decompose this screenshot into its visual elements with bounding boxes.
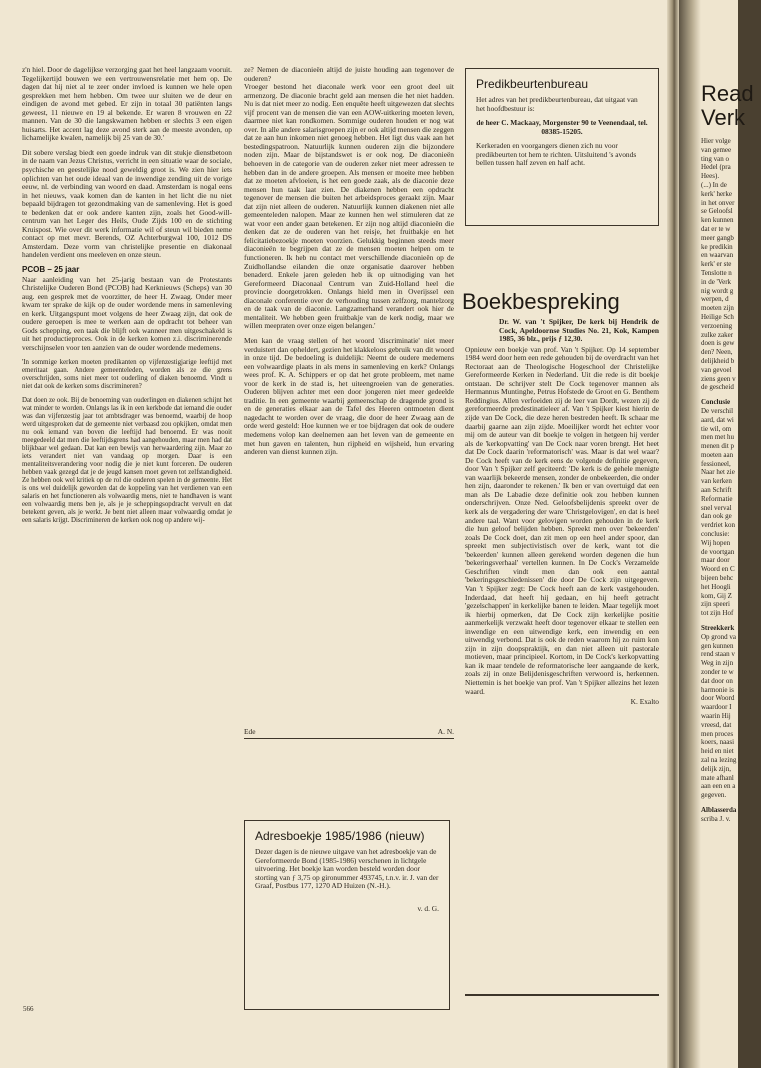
right-page-line: Weg in zijn [701, 659, 734, 668]
paragraph: Men kan de vraag stellen of het woord 'discriminatie' niet meer verduistert dan opheldert, gezien het klakkeloos gebruik van dit woord in onze tijd. De bedoeling is duidelijk: Neemt de oudere medemens een volwaardige plaats in als mens in samenleving en kerk? Onlangs wees prof. K. A. Schippers er op dat het grote probleem, met name voor de kerk in de stad is, het uiteengroeien van de generaties. Ouderen blijven achter met een door jongeren niet meer gedeelde traditie. In een gemeente waarbij gemeenschap de dragende grond is en de generaties elkaar aan de Tafel des Heeren ontmoeten dient nagedacht te worden over de vraag, die door de heer Zwaag aan de orde werd gesteld: Hoe kunnen we er toe bijdragen dat ook de oudere medemens volop kan deelnemen aan het leven van de gemeente en met hun gaven en talenten, hun rijpheid en wijsheid, hun ervaring anderen van dienst kunnen zijn. [244, 335, 454, 457]
review-book-info: Dr. W. van 't Spijker, De kerk bij Hendrik de Cock, Apeldoornse Studies No. 21, Kok, Kampen 1985, 36 blz., prijs ƒ 12,30. [499, 317, 659, 344]
right-page-line: in het onver [701, 198, 735, 207]
right-page-line: men met hu [701, 433, 735, 442]
right-page-line: maar door [701, 556, 730, 565]
right-page-line: kerk' herke [701, 189, 732, 198]
right-page-line: tie wil, om [701, 424, 732, 433]
column-middle [244, 66, 454, 716]
right-page-line: en waarvan [701, 251, 734, 260]
review-heading: Boekbespreking [462, 289, 620, 314]
right-page-line: kerk' er ste [701, 260, 732, 269]
right-page-edge [679, 0, 754, 1068]
right-page-line: heid en niet [701, 747, 734, 756]
paragraph-quote: Dat doen ze ook. Bij de benoeming van ouderlingen en diakenen schijnt het wat minder te worden. Onlangs las ik in een kerkbode dat iemand die ouder was dan vijfenzestig jaar tot ambtsdrager was benoemd, waarbij de hoop werd uitgesproken dat de gemeente niet verbaasd zou opkijken, omdat men nu ook iemand van boven die leeftijd had benoemd. Er was nooit meegedeeld dat men die leeftijdsgrens had aangehouden, maar men had dat blijkbaar wel gedaan. Dat kan een bewijs van herwaardering zijn. Maar zo iets verandert niet van vandaag op morgen. Daar is een mentaliteitsverandering voor nodig die je niet kunt forceren. De ouderen hebben vaak gezegd dat je de jeugd kansen moet geven tot zelfstandigheid. Ze hebben ook wel kritiek op de rol die ouderen spelen in de gemeente. Het is ons wel duidelijk geworden dat de koppeling van het verdienen van een salaris en het functioneren als volwaardig mens, niet te handhaven is want een volwaardig mens ben je, als je je scheppingsopdracht vervult en dat betekent geven, als je werkt. Je bent niet alleen maar volwaardig omdat je een salaris krijgt. Discrimineren de kerken ook nog op andere wij- [22, 396, 232, 524]
right-page-line: (...) In de [701, 180, 727, 189]
right-page-line: Hier volge [701, 137, 731, 145]
divider [465, 994, 659, 996]
right-page-line: den? Neen, [701, 348, 733, 357]
right-page-line: conclusie: [701, 530, 730, 539]
right-page-line: aan Schrift [701, 486, 732, 495]
right-page-line: delijk zijn, [701, 764, 731, 773]
right-page-line: mate afhanl [701, 773, 734, 782]
right-page-line: delijkheid b [701, 356, 735, 365]
right-page-line: aard, dat wi [701, 415, 734, 424]
right-page-line: bijeen behc [701, 574, 734, 583]
right-page-line: Streekkerk [701, 624, 735, 633]
signature-place: Ede [244, 727, 256, 736]
right-page-line: gen kunnen [701, 641, 734, 650]
right-page-line: moeten aan [701, 450, 734, 459]
right-page-line: rend staan v [701, 650, 735, 659]
right-page-line: koers, naasi [701, 738, 735, 747]
right-page-heading: Read Verk [701, 81, 754, 130]
right-page-line: vreesd, dat [701, 720, 732, 729]
right-page-line: het Hoogli [701, 582, 731, 591]
right-page-line: menen dit p [701, 442, 735, 451]
right-page-line: dat door on [701, 676, 733, 685]
paragraph: ze? Nemen de diaconieën altijd de juiste houding aan tegenover de ouderen? [244, 65, 454, 83]
right-page-line: fessioneel, [701, 459, 731, 468]
divider [244, 738, 454, 739]
right-page-line: de voortgan [701, 547, 735, 556]
right-page-line: Hedel (pra [701, 163, 731, 172]
signature-line [244, 727, 454, 736]
page-curl-shadow [679, 0, 701, 1068]
review-signature: K. Exalto [630, 697, 659, 707]
box-signature: v. d. G. [417, 903, 439, 913]
right-page-line: kom, Gij Z [701, 591, 732, 600]
right-page-line: ken kunnen [701, 216, 734, 225]
right-page-line: in de 'Verk [701, 277, 732, 286]
right-page-line: zijn speeri [701, 600, 730, 609]
right-page-line: zulke zaker [701, 330, 734, 339]
right-page-line: waarin Hij [701, 712, 731, 720]
right-page-line: tot zijn Hof [701, 609, 734, 618]
review-column [465, 318, 659, 988]
right-page-line: scriba J. v. [701, 814, 731, 823]
book-spine [667, 0, 679, 1068]
right-page-line: dan ook ge [701, 512, 732, 521]
right-page-line: Woord en C [701, 565, 735, 574]
section-heading-pcob: PCOB – 25 jaar [22, 265, 80, 275]
right-page-line: Conclusie [701, 398, 731, 407]
right-page-line: ting van o [701, 154, 729, 163]
right-page-line: van gemee [701, 145, 732, 154]
right-page-line: Wij hopen [701, 538, 731, 547]
right-page-line: gegeven. [701, 791, 727, 800]
box-text: Dezer dagen is de nieuwe uitgave van het adresboekje van de Gereformeerde Bond (1985-1986) verschenen in lichtgele uitvoering. Het boekje kan worden besteld worden door storting van ƒ 3,75 op gironummer 493745, t.n.v. ir. J. van der Graaf, Postbus 177, 1270 AD Huizen (N.-H.). [255, 847, 439, 891]
paragraph: Vroeger bestond het diaconale werk voor een groot deel uit armenzorg. De diaconie bracht geld aan mensen die het niet hadden. Nu is dat niet meer zo nodig. Een enquête heeft uitgewezen dat slechts vijf procent van de mensen die van een AOW-uitkering moeten leven, daarmee niet kan rondkomen. Sommige ouderen houden er nog wat over. In alle andere salarisgroepen zijn er ook altijd mensen die zeggen dat ze aan hun inkomen niet genoeg hebben. Het ligt dus vaak aan het bestedingspatroon. Natuurlijk kunnen ouderen zijn die bijzondere noden zijn. Maar de bijstandswet is er ook nog. De diaconieën behoeven in de categorie van de ouderen zeker niet meer adressen te hebben dan in de andere groepen. Als mensen er moeite mee hebben dat ze moeten afvloeien, is het een goede zaak, als de diaconie deze mensen hun taak laat zien. De diakenen hebben een opdracht tegenover de mensen die buiten het arbeidsproces geraakt zijn. Maar dat zijn niet alleen de ouderen. Natuurlijk kunnen diakenen niet alle gemeenteleden nalopen. Maar ze kunnen hen wel stimuleren dat ze wat voor een ander gaan betekenen. Er zijn nog altijd diaconieën die denken dat ze de ouderen van het reisje, het fruitbakje en het felicitatiebezoekje moeten voorzien. Gelukkig beginnen steeds meer diaconieën te begrijpen dat ze de mensen moeten helpen om te functioneren. Ik heb nu contact met verschillende diaconieën op de Zuidhollandse eilanden die onze organisatie daarover hebben benaderd. Enkele jaren geleden heb ik op uitnodiging van het Gereformeerd Diaconaal Centrum van Zuid-Holland heel die provincie doorgetrokken. Onlangs hield men in Overijssel een diaconale conferentie over de verhouding tussen zelfzorg, mantelzorg en de taak van de diaconie. Langzamerhand verandert ook hier de mentaliteit. We hebben geen fruitbakje van de kerk nodig, maar we willen meepraten over onze eigen belangen.' [244, 82, 454, 331]
right-page-line: moeten zijn [701, 304, 734, 313]
page-number: 566 [23, 1005, 34, 1013]
right-page-line: harmonie is [701, 685, 734, 694]
right-page-line: zal na lezing [701, 755, 737, 764]
right-page-line: Tenslotte n [701, 268, 732, 277]
paragraph: Dit sobere verslag biedt een goede indruk van dit stukje dienstbetoon in de naam van Jezus Christus, verricht in een situatie waar de sociale, psychische en geestelijke nood geweldig groot is. We zien hier iets oplichten van het oude ideaal van de inwendige zending uit de vorige eeuw, nl. de verbinding van woord en daad. Amsterdam is nogal eens in het nieuws, vaak komen dan de kanten in het licht die nu niet bepaald bijdragen tot gezondmaking van de samenleving. Het is goed te bedenken dat er ook andere kanten zijn, zoals het Good-will-centrum van het Leger des Heils, Oude Zijds 100 en de stichting Kruispost. Wie over dit werk informatie wil of steun wil bieden neme contact op met mevr. Berends, OZ Achterburgwal 100, 1012 DS Amsterdam. Deze vorm van christelijke presentie en diakonaal handelen verdient ons meeleven en onze steun. [22, 147, 232, 260]
right-page-line: dat er te w [701, 224, 731, 233]
right-page-line: ziens geen v [701, 374, 736, 383]
right-page-line: De verschil [701, 406, 734, 415]
review-text: Opnieuw een boekje van prof. Van 't Spijker. Op 14 september 1984 werd door hem een rede gehouden bij de overdracht van het Rectoraat aan de Theologische Hogeschool der Christelijke Gereformeerde Kerken in Nederland. Uit die rede is dit boekje ontstaan. De schrijver stelt De Cock tegenover mannen als Hermannus Muntinghe, Petrus Hofstede de Groot en G. Benthem Reddingius. Allen verfoeiden zij de leer van Dordt, wezen zij de gereformeerde predestinatieleer af. Van 't Spijker kiest hierin de zijde van De Cock, die deze heren bestreden heeft. Ik schaar me daarbij gaarne aan zijn zijde. Moeilijker wordt het echter voor mij om de auteur van dit boekje te volgen in hetgeen hij verder als de 'kerkopvatting' van De Cock naar voren brengt. Het heet dat De Cock daarin 'reformatorisch' was. Maar is dat wel waar? De Cock heeft van de kerk eens de volgende definitie gegeven, door Van 't Spijker zelf geciteerd: 'De kerk is de gehele menigte van waarlijk bekeerde mensen, zonder de onbekeerden, die onder hen zijn, daaronder te rekenen.' Ik ben er van overtuigd dat een man als De Labadie deze definitie ook zou hebben kunnen onderschrijven. Onze Ned. Geloofsbelijdenis spreekt over de kerk als de vergadering der ware 'Christgelovigen', en dat is heel andere taal. Want voor gelovigen worden gehouden in de kerk die hun geloof belijden hebben. Spreekt men over 'bekeerden' zoals De Cock doet, dan zit men op een heel ander spoor, dan spreekt men subjectivistisch over de kerk, want tot die 'bekeerden' kunnen alleen gerekend worden degenen die hun 'bekeringsverhaal' vertellen kunnen. In De Cock's Verzamelde Geschriften vindt men dan ook een aantal 'bekeringsgeschiedenissen' die door De Cock zijn uitgegeven. Van 't Spijker zegt: De Cock heeft aan de kerk vastgehouden. Inderdaad, dat heeft hij gedaan, en hij heeft getracht 'gezelschappen' in kerkelijke banen te leiden. Maar tegelijk moet ik hierbij opmerken, dat De Cock zijn kerkelijke positie aanmerkelijk verzwakt heeft door tegenover elkaar te stellen een inwendige en een uitwendige kerk, een inwendig en een uitwendig verbond. Dat is ook de reden waarom hij zo ruim kon zijn in zijn doopspraktijk, en dan niet alleen uit pastorale motieven, maar principieel. Kortom, in De Cock's kerkopvatting kan ik maar tendele de reformatorische leer aangaande de kerk, zoals zij in onze Belijdenisgeschriften verwoord is, herkennen. Niettemin is het boekje van prof. Van 't Spijker allezins het lezen waard. [465, 344, 659, 696]
right-page-line: Op grond va [701, 632, 736, 641]
right-page-line: Naar het zie [701, 468, 735, 477]
right-page-line: men proces [701, 729, 734, 738]
right-page-line: Reformatie [701, 494, 733, 503]
paragraph-quote: 'In sommige kerken moeten predikanten op vijfenzestigjarige leeftijd met emeritaat gaan. Andere gemeenteleden, worden als ze die grens overschrijden, soms niet meer tot ouderling of diaken benoemd. Vindt u niet dat ook de kerken soms discrimineren? [22, 358, 232, 390]
right-page-line: verzoening [701, 321, 733, 330]
right-page-line: ke predikin [701, 242, 733, 251]
right-page-line: waardoor I [701, 703, 732, 712]
paragraph: z'n hiel. Door de dagelijkse verzorging gaat het heel langzaam vooruit. Tegelijkertijd bouwen we een vertrouwensrelatie met hem op. De dagen dat hij niet al te zeer onder invloed is kunnen we hele open gesprekken met hem hebben. Om twee uur sluiten we de deur en eindigen de avond met gebed. Er zijn in totaal 30 patiënten langs geweest, 11 nieuwe en 19 al bekende. Er waren 8 vrouwen en 22 mannen. Van de 30 die langskwamen hebben er slechts 3 een eigen huisarts. Het accent lag deze avond sterk aan de meeste avonden, op lichamelijke kwalen, namelijk bij 25 van de 30.' [22, 65, 232, 143]
box-title: Adresboekje 1985/1986 (nieuw) [255, 829, 425, 843]
right-page-line: verdriet kon [701, 521, 736, 530]
box-text: Het adres van het predikbeurtenbureau, dat uitgaat van het hoofdbestuur is: [476, 95, 638, 113]
right-page-line: door Woord [701, 694, 735, 703]
right-page-line: snel verval [701, 503, 732, 512]
predikbeurtenbureau-box [465, 68, 659, 226]
right-page-line: Alblasserda [701, 805, 737, 814]
paragraph: Naar aanleiding van het 25-jarig bestaan van de Protestants Christelijke Ouderen Bond (PCOB) had Kerknieuws (Scheps) van 30 aug. een gesprek met de voorzitter, de heer H. Zwaag. Onder meer kwam ter sprake de kijk op de ouder wordende mens in samenleving en kerk. Uitgangspunt moet volgens de heer Zwaag zijn, dat ook de oudere geroepen is mee te werken aan de opdracht tot beheer van Gods schepping, een taak die blijft ook wanneer men uitgeschakeld is uit het productieproces. Ook in de kerken komen z.i. discriminerende verschijnselen voor ten aanzien van de ouder wordende medemens. [22, 274, 232, 352]
column-left [22, 66, 232, 1011]
right-page-line: aan een en a [701, 782, 736, 791]
right-page-line: meer gangb [701, 233, 734, 242]
right-page-line: van kerken [701, 477, 732, 486]
right-page-text [701, 137, 761, 824]
signature-initials: A. N. [437, 727, 454, 736]
right-page-line: zonder te w [701, 668, 734, 677]
right-page-line: Heilige Sch [701, 312, 734, 321]
adresboekje-box [244, 820, 450, 1010]
box-address: de heer C. Mackaay, Morgenster 90 te Veenendaal, tel. 08385-15205. [476, 118, 648, 136]
right-page-line: werpen, d [701, 295, 729, 304]
right-page-line: Hees). [701, 172, 720, 181]
box-text: Kerkeraden en voorgangers dienen zich nu voor predikbeurten tot hem te richten. Uitsluitend 's avonds bellen tussen half zeven en half acht. [476, 141, 637, 168]
right-page-line: se Geloofsl [701, 207, 733, 216]
right-page-line: nig wordt g [701, 286, 734, 295]
right-page-line: doen is gew [701, 339, 735, 348]
right-page-line: de gescheid [701, 383, 734, 392]
box-title: Predikbeurtenbureau [476, 77, 589, 91]
right-page-line: van gevoel [701, 365, 732, 374]
